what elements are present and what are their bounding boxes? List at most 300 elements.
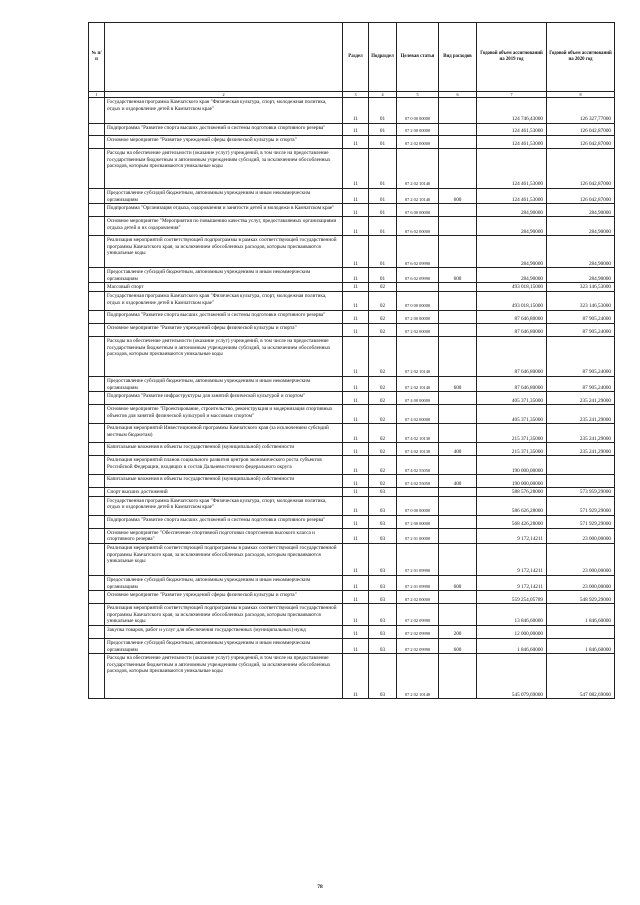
- row-podrazdel-cell: 02: [369, 323, 397, 336]
- row-podrazdel-cell: 03: [369, 604, 397, 626]
- row-name-cell: Государственная программа Камчатского края "Физическая культура, спорт, молодежная политика, отдых и оздоровление детей в Камчатском крае": [105, 496, 343, 515]
- column-number: 2: [105, 92, 343, 98]
- table-row: [89, 189, 615, 204]
- row-amount-2020-cell: 235 241,29000: [547, 424, 615, 443]
- header-amount-2020: Годовой объем ассигнований на 2020 год: [547, 23, 615, 92]
- header-amount-2019: Годовой объем ассигнований на 2019 год: [477, 23, 547, 92]
- table-row: [89, 443, 615, 456]
- row-target-article-cell: 07 4 02 00000: [397, 405, 439, 424]
- row-target-article-cell: 07 2 02 00000: [397, 323, 439, 336]
- row-expense-type-cell: 600: [439, 638, 477, 653]
- row-number-cell: [89, 283, 105, 292]
- row-amount-2019-cell: 190 000,00000: [477, 475, 547, 488]
- row-number-cell: [89, 475, 105, 488]
- table-body: [89, 98, 615, 699]
- row-number-cell: [89, 136, 105, 149]
- row-razdel-cell: 11: [343, 405, 369, 424]
- row-podrazdel-cell: 03: [369, 515, 397, 528]
- row-razdel-cell: 11: [343, 456, 369, 475]
- row-amount-2020-cell: 87 905,24000: [547, 376, 615, 391]
- row-razdel-cell: 11: [343, 336, 369, 376]
- row-razdel-cell: 11: [343, 654, 369, 699]
- row-name-cell: Основное мероприятие "Развитие учреждений сферы физической культуры и спорта": [105, 591, 343, 604]
- budget-table: [88, 22, 615, 699]
- row-expense-type-cell: [439, 424, 477, 443]
- row-amount-2019-cell: 124 461,53000: [477, 189, 547, 204]
- table-row: [89, 268, 615, 283]
- row-number-cell: [89, 204, 105, 217]
- row-amount-2020-cell: 571 929,29000: [547, 496, 615, 515]
- row-podrazdel-cell: 01: [369, 124, 397, 136]
- table-row: [89, 604, 615, 626]
- table-row: [89, 323, 615, 336]
- row-podrazdel-cell: 02: [369, 456, 397, 475]
- row-podrazdel-cell: 01: [369, 268, 397, 283]
- row-amount-2019-cell: 124 461,53000: [477, 124, 547, 136]
- row-amount-2019-cell: 1 846,60000: [477, 638, 547, 653]
- header-podrazdel: Подраздел: [369, 23, 397, 92]
- row-amount-2020-cell: 87 905,24000: [547, 323, 615, 336]
- row-amount-2019-cell: 588 576,28000: [477, 488, 547, 497]
- row-expense-type-cell: 400: [439, 475, 477, 488]
- row-expense-type-cell: [439, 136, 477, 149]
- row-target-article-cell: 07 2 01 09990: [397, 543, 439, 575]
- column-number: 7: [477, 92, 547, 98]
- row-expense-type-cell: [439, 283, 477, 292]
- row-target-article-cell: 07 2 01 09990: [397, 575, 439, 590]
- column-number: 3: [343, 92, 369, 98]
- row-podrazdel-cell: 02: [369, 443, 397, 456]
- row-target-article-cell: 07 2 02 09990: [397, 604, 439, 626]
- row-amount-2019-cell: 284,90000: [477, 204, 547, 217]
- row-amount-2019-cell: 190 000,00000: [477, 456, 547, 475]
- page-number: 78: [317, 884, 323, 890]
- row-name-cell: Предоставление субсидий бюджетным, автономным учреждениям и иным некоммерческим организациям: [105, 638, 343, 653]
- row-amount-2019-cell: 9 172,14211: [477, 575, 547, 590]
- row-expense-type-cell: 600: [439, 189, 477, 204]
- row-razdel-cell: 11: [343, 291, 369, 310]
- row-expense-type-cell: [439, 124, 477, 136]
- row-podrazdel-cell: 03: [369, 575, 397, 590]
- table-row: [89, 217, 615, 236]
- row-number-cell: [89, 604, 105, 626]
- row-name-cell: Подпрограмма "Организация отдыха, оздоровления и занятости детей и молодежи в Камчатском крае": [105, 204, 343, 217]
- row-razdel-cell: 11: [343, 376, 369, 391]
- row-target-article-cell: [397, 283, 439, 292]
- row-expense-type-cell: [439, 405, 477, 424]
- table-row: [89, 405, 615, 424]
- row-amount-2020-cell: 323 146,53000: [547, 283, 615, 292]
- row-number-cell: [89, 424, 105, 443]
- row-amount-2020-cell: 284,90000: [547, 217, 615, 236]
- row-amount-2020-cell: 235 241,29000: [547, 392, 615, 405]
- row-razdel-cell: 11: [343, 310, 369, 323]
- row-target-article-cell: 07 4 02 55050: [397, 456, 439, 475]
- row-razdel-cell: 11: [343, 392, 369, 405]
- row-name-cell: Предоставление субсидий бюджетным, автономным учреждениям и иным некоммерческим организациям: [105, 575, 343, 590]
- row-name-cell: Расходы на обеспечение деятельности (оказание услуг) учреждений, в том числе на предоставление государственным бюджетным и автономным учреждениям субсидий, за исключением обособленных расходов, которым присваиваются уникальные коды: [105, 336, 343, 376]
- table-row: [89, 638, 615, 653]
- row-name-cell: Основное мероприятие "Обеспечение спортивной подготовки спортсменов высокого класса и спортивного резерва": [105, 528, 343, 543]
- row-amount-2019-cell: 284,90000: [477, 268, 547, 283]
- row-razdel-cell: 11: [343, 268, 369, 283]
- row-razdel-cell: 11: [343, 591, 369, 604]
- row-expense-type-cell: [439, 528, 477, 543]
- row-number-cell: [89, 392, 105, 405]
- row-amount-2019-cell: 9 172,14211: [477, 528, 547, 543]
- table-row: [89, 392, 615, 405]
- row-target-article-cell: 07 2 01 00000: [397, 528, 439, 543]
- row-name-cell: Капитальные вложения в объекты государственной (муниципальной) собственности: [105, 475, 343, 488]
- table-row: [89, 236, 615, 268]
- row-amount-2020-cell: 23 000,00000: [547, 528, 615, 543]
- row-name-cell: Государственная программа Камчатского края "Физическая культура, спорт, молодежная политика, отдых и оздоровление детей в Камчатском крае": [105, 291, 343, 310]
- row-name-cell: Основное мероприятие "Развитие учреждений сферы физической культуры и спорта": [105, 136, 343, 149]
- row-amount-2019-cell: 405 371,35000: [477, 405, 547, 424]
- row-expense-type-cell: 600: [439, 376, 477, 391]
- row-number-cell: [89, 291, 105, 310]
- row-amount-2019-cell: 124 746,43000: [477, 98, 547, 124]
- row-expense-type-cell: [439, 310, 477, 323]
- row-name-cell: Подпрограмма "Развитие инфраструктуры для занятий физической культурой и спортом": [105, 392, 343, 405]
- row-amount-2020-cell: 235 241,29000: [547, 405, 615, 424]
- row-number-cell: [89, 310, 105, 323]
- row-number-cell: [89, 515, 105, 528]
- row-name-cell: Массовый спорт: [105, 283, 343, 292]
- row-razdel-cell: 11: [343, 98, 369, 124]
- row-target-article-cell: 07 4 02 55050: [397, 475, 439, 488]
- row-amount-2020-cell: 1 846,60000: [547, 604, 615, 626]
- row-name-cell: Реализация мероприятий Инвестиционной программы Камчатского края (за исключением субсидий местным бюджетам): [105, 424, 343, 443]
- header-target-article: Целевая статья: [397, 23, 439, 92]
- row-amount-2019-cell: 586 626,28000: [477, 496, 547, 515]
- row-podrazdel-cell: 01: [369, 149, 397, 189]
- row-number-cell: [89, 268, 105, 283]
- row-expense-type-cell: [439, 336, 477, 376]
- row-number-cell: [89, 336, 105, 376]
- row-podrazdel-cell: 03: [369, 528, 397, 543]
- table-row: [89, 376, 615, 391]
- row-amount-2019-cell: 9 172,14211: [477, 543, 547, 575]
- row-razdel-cell: 11: [343, 204, 369, 217]
- row-razdel-cell: 11: [343, 515, 369, 528]
- row-expense-type-cell: 400: [439, 443, 477, 456]
- row-podrazdel-cell: 01: [369, 189, 397, 204]
- row-podrazdel-cell: 02: [369, 283, 397, 292]
- row-expense-type-cell: [439, 149, 477, 189]
- row-amount-2020-cell: 323 146,53000: [547, 291, 615, 310]
- row-target-article-cell: 07 2 02 10140: [397, 189, 439, 204]
- row-target-article-cell: 07 4 02 10130: [397, 443, 439, 456]
- row-expense-type-cell: [439, 291, 477, 310]
- row-razdel-cell: 11: [343, 283, 369, 292]
- row-target-article-cell: 07 2 02 00000: [397, 591, 439, 604]
- row-target-article-cell: 07 6 02 00000: [397, 217, 439, 236]
- row-name-cell: Подпрограмма "Развитие спорта высших достижений и системы подготовки спортивного резерва": [105, 124, 343, 136]
- table-row: [89, 575, 615, 590]
- row-amount-2019-cell: 493 018,15000: [477, 283, 547, 292]
- table-row: [89, 124, 615, 136]
- row-target-article-cell: 07 4 00 00000: [397, 392, 439, 405]
- row-podrazdel-cell: 02: [369, 392, 397, 405]
- row-target-article-cell: 07 6 02 09990: [397, 268, 439, 283]
- row-name-cell: Расходы на обеспечение деятельности (оказание услуг) учреждений, в том числе на предоставление государственным бюджетным и автономным учреждениям субсидий, за исключением обособленных расходов, которым присваиваются уникальные коды: [105, 654, 343, 699]
- row-amount-2020-cell: 126 327,77000: [547, 98, 615, 124]
- row-number-cell: [89, 654, 105, 699]
- row-name-cell: Подпрограмма "Развитие спорта высших достижений и системы подготовки спортивного резерва": [105, 515, 343, 528]
- row-amount-2019-cell: 215 371,35000: [477, 443, 547, 456]
- row-razdel-cell: 11: [343, 488, 369, 497]
- row-expense-type-cell: [439, 217, 477, 236]
- row-expense-type-cell: [439, 591, 477, 604]
- row-razdel-cell: 11: [343, 149, 369, 189]
- row-razdel-cell: 11: [343, 236, 369, 268]
- row-amount-2020-cell: 284,90000: [547, 268, 615, 283]
- row-expense-type-cell: [439, 323, 477, 336]
- row-name-cell: Реализация мероприятий планов социального развития центров экономического роста субъектов Российской Федерации, входящих в состав Дальневосточного федерального округа: [105, 456, 343, 475]
- table-row: [89, 283, 615, 292]
- row-amount-2020-cell: 284,90000: [547, 204, 615, 217]
- row-name-cell: Закупка товаров, работ и услуг для обеспечения государственных (муниципальных) нужд: [105, 625, 343, 638]
- row-number-cell: [89, 638, 105, 653]
- row-podrazdel-cell: 01: [369, 136, 397, 149]
- row-expense-type-cell: [439, 496, 477, 515]
- row-number-cell: [89, 456, 105, 475]
- row-amount-2019-cell: 12 000,00000: [477, 625, 547, 638]
- row-podrazdel-cell: 02: [369, 291, 397, 310]
- row-razdel-cell: 11: [343, 136, 369, 149]
- row-podrazdel-cell: 02: [369, 310, 397, 323]
- row-podrazdel-cell: 03: [369, 654, 397, 699]
- row-name-cell: Основное мероприятие "Развитие учреждений сферы физической культуры и спорта": [105, 323, 343, 336]
- table-row: [89, 336, 615, 376]
- row-number-cell: [89, 405, 105, 424]
- row-target-article-cell: 07 2 02 09990: [397, 638, 439, 653]
- row-target-article-cell: 07 2 00 00000: [397, 310, 439, 323]
- row-amount-2019-cell: 493 018,15000: [477, 291, 547, 310]
- row-razdel-cell: 11: [343, 475, 369, 488]
- row-amount-2020-cell: 1 846,60000: [547, 638, 615, 653]
- row-expense-type-cell: 200: [439, 625, 477, 638]
- row-podrazdel-cell: 03: [369, 591, 397, 604]
- row-razdel-cell: 11: [343, 543, 369, 575]
- table-row: [89, 149, 615, 189]
- row-expense-type-cell: [439, 515, 477, 528]
- column-number: 5: [397, 92, 439, 98]
- row-amount-2020-cell: [547, 625, 615, 638]
- row-razdel-cell: 11: [343, 424, 369, 443]
- table-row: [89, 456, 615, 475]
- row-amount-2020-cell: 126 042,87000: [547, 149, 615, 189]
- header-name: [105, 23, 343, 92]
- row-name-cell: Основное мероприятие "Проектирование, строительство, реконструкция и модернизация спортивных объектов для занятий физической культурой и массовым спортом": [105, 405, 343, 424]
- row-expense-type-cell: 600: [439, 575, 477, 590]
- row-podrazdel-cell: 01: [369, 204, 397, 217]
- row-name-cell: Государственная программа Камчатского края "Физическая культура, спорт, молодежная политика, отдых и оздоровление детей в Камчатском крае": [105, 98, 343, 124]
- row-target-article-cell: 07 0 00 00000: [397, 496, 439, 515]
- row-amount-2020-cell: 573 959,29000: [547, 488, 615, 497]
- row-amount-2019-cell: 568 426,28000: [477, 515, 547, 528]
- row-razdel-cell: 11: [343, 604, 369, 626]
- row-amount-2020-cell: [547, 456, 615, 475]
- table-row: [89, 528, 615, 543]
- table-row: [89, 515, 615, 528]
- row-amount-2019-cell: 215 371,35000: [477, 424, 547, 443]
- table-row: [89, 496, 615, 515]
- row-number-cell: [89, 189, 105, 204]
- row-amount-2020-cell: 126 042,87000: [547, 124, 615, 136]
- row-name-cell: Реализация мероприятий соответствующей подпрограммы в рамках соответствующей государственной программы Камчатского края, за исключением обособленных расходов, которым присваиваются уникальные коды: [105, 236, 343, 268]
- row-amount-2019-cell: 284,90000: [477, 217, 547, 236]
- table-row: [89, 136, 615, 149]
- table-row: [89, 424, 615, 443]
- row-name-cell: Капитальные вложения в объекты государственной (муниципальной) собственности: [105, 443, 343, 456]
- table-row: [89, 310, 615, 323]
- header-razdel: Раздел: [343, 23, 369, 92]
- table-row: [89, 204, 615, 217]
- row-amount-2020-cell: 547 082,69000: [547, 654, 615, 699]
- column-number: 6: [439, 92, 477, 98]
- row-amount-2019-cell: 545 079,69000: [477, 654, 547, 699]
- row-name-cell: Предоставление субсидий бюджетным, автономным учреждениям и иным некоммерческим организациям: [105, 376, 343, 391]
- row-number-cell: [89, 443, 105, 456]
- row-name-cell: Подпрограмма "Развитие спорта высших достижений и системы подготовки спортивного резерва": [105, 310, 343, 323]
- row-razdel-cell: 11: [343, 189, 369, 204]
- row-amount-2019-cell: 87 646,80000: [477, 376, 547, 391]
- row-expense-type-cell: [439, 604, 477, 626]
- row-name-cell: Спорт высших достижений: [105, 488, 343, 497]
- row-number-cell: [89, 98, 105, 124]
- row-target-article-cell: 07 2 02 10140: [397, 149, 439, 189]
- header-row: [89, 23, 615, 92]
- row-amount-2019-cell: 124 461,53000: [477, 149, 547, 189]
- row-amount-2020-cell: 284,90000: [547, 236, 615, 268]
- row-podrazdel-cell: 02: [369, 424, 397, 443]
- row-number-cell: [89, 528, 105, 543]
- row-target-article-cell: 07 2 02 00000: [397, 136, 439, 149]
- row-target-article-cell: 07 2 00 00000: [397, 515, 439, 528]
- row-amount-2019-cell: 87 646,80000: [477, 336, 547, 376]
- column-number: 1: [89, 92, 105, 98]
- row-razdel-cell: 11: [343, 124, 369, 136]
- row-amount-2020-cell: 23 000,00000: [547, 575, 615, 590]
- row-target-article-cell: 07 0 00 00000: [397, 291, 439, 310]
- row-podrazdel-cell: 02: [369, 405, 397, 424]
- row-podrazdel-cell: 01: [369, 236, 397, 268]
- row-expense-type-cell: [439, 392, 477, 405]
- row-number-cell: [89, 217, 105, 236]
- row-razdel-cell: 11: [343, 638, 369, 653]
- row-expense-type-cell: [439, 98, 477, 124]
- row-razdel-cell: 11: [343, 625, 369, 638]
- row-podrazdel-cell: 03: [369, 496, 397, 515]
- row-amount-2019-cell: 559 254,05789: [477, 591, 547, 604]
- row-podrazdel-cell: 03: [369, 625, 397, 638]
- row-podrazdel-cell: 03: [369, 488, 397, 497]
- row-amount-2019-cell: 13 846,60000: [477, 604, 547, 626]
- row-number-cell: [89, 496, 105, 515]
- row-podrazdel-cell: 03: [369, 543, 397, 575]
- row-number-cell: [89, 323, 105, 336]
- row-expense-type-cell: [439, 543, 477, 575]
- row-razdel-cell: 11: [343, 217, 369, 236]
- row-name-cell: Предоставление субсидий бюджетным, автономным учреждениям и иным некоммерческим организациям: [105, 189, 343, 204]
- row-name-cell: Расходы на обеспечение деятельности (оказание услуг) учреждений, в том числе на предоставление государственным бюджетным и автономным учреждениям субсидий, за исключением обособленных расходов, которым присваиваются уникальные коды: [105, 149, 343, 189]
- row-expense-type-cell: [439, 456, 477, 475]
- row-target-article-cell: 07 2 00 00000: [397, 124, 439, 136]
- table-row: [89, 475, 615, 488]
- table-row: [89, 625, 615, 638]
- header-num: № п/п: [89, 23, 105, 92]
- row-number-cell: [89, 543, 105, 575]
- row-number-cell: [89, 124, 105, 136]
- row-number-cell: [89, 236, 105, 268]
- row-amount-2019-cell: 87 646,80000: [477, 323, 547, 336]
- row-amount-2020-cell: 23 000,00000: [547, 543, 615, 575]
- header-expense-type: Вид расходов: [439, 23, 477, 92]
- row-name-cell: Основное мероприятие "Мероприятия по повышению качества услуг, предоставляемых организациями отдыха детей и их оздоровления": [105, 217, 343, 236]
- table-row: [89, 591, 615, 604]
- row-amount-2020-cell: 548 929,29000: [547, 591, 615, 604]
- row-podrazdel-cell: 02: [369, 376, 397, 391]
- row-amount-2020-cell: 235 241,29000: [547, 443, 615, 456]
- row-name-cell: Реализация мероприятий соответствующей подпрограммы в рамках соответствующей государственной программы Камчатского края, за исключением обособленных расходов, которым присваиваются уникальные коды: [105, 543, 343, 575]
- column-number: 4: [369, 92, 397, 98]
- row-podrazdel-cell: 02: [369, 475, 397, 488]
- table-row: [89, 98, 615, 124]
- row-razdel-cell: 11: [343, 443, 369, 456]
- row-target-article-cell: 07 2 02 10140: [397, 376, 439, 391]
- row-expense-type-cell: 600: [439, 268, 477, 283]
- row-expense-type-cell: [439, 488, 477, 497]
- table-row: [89, 488, 615, 497]
- row-number-cell: [89, 488, 105, 497]
- row-razdel-cell: 11: [343, 323, 369, 336]
- row-expense-type-cell: [439, 654, 477, 699]
- row-amount-2019-cell: 87 646,80000: [477, 310, 547, 323]
- row-number-cell: [89, 376, 105, 391]
- row-number-cell: [89, 591, 105, 604]
- row-podrazdel-cell: 03: [369, 638, 397, 653]
- column-number: 8: [547, 92, 615, 98]
- row-amount-2020-cell: [547, 475, 615, 488]
- row-razdel-cell: 11: [343, 496, 369, 515]
- row-target-article-cell: 07 6 00 00000: [397, 204, 439, 217]
- budget-table-page: [88, 22, 614, 699]
- row-name-cell: Реализация мероприятий соответствующей подпрограммы в рамках соответствующей государственной программы Камчатского края, за исключением обособленных расходов, которым присваиваются уникальные коды: [105, 604, 343, 626]
- row-amount-2020-cell: 126 042,87000: [547, 189, 615, 204]
- table-row: [89, 654, 615, 699]
- row-podrazdel-cell: 02: [369, 336, 397, 376]
- row-target-article-cell: 07 0 00 00000: [397, 98, 439, 124]
- table-row: [89, 543, 615, 575]
- row-target-article-cell: [397, 488, 439, 497]
- row-amount-2019-cell: 405 371,35000: [477, 392, 547, 405]
- row-amount-2020-cell: 571 929,29000: [547, 515, 615, 528]
- row-number-cell: [89, 625, 105, 638]
- row-target-article-cell: 07 6 02 09990: [397, 236, 439, 268]
- row-target-article-cell: 07 4 02 10130: [397, 424, 439, 443]
- row-amount-2020-cell: 87 905,24000: [547, 336, 615, 376]
- row-amount-2019-cell: 284,90000: [477, 236, 547, 268]
- row-podrazdel-cell: 01: [369, 217, 397, 236]
- row-expense-type-cell: [439, 236, 477, 268]
- row-podrazdel-cell: 01: [369, 98, 397, 124]
- row-name-cell: Предоставление субсидий бюджетным, автономным учреждениям и иным некоммерческим организациям: [105, 268, 343, 283]
- row-target-article-cell: 07 2 02 09990: [397, 625, 439, 638]
- row-razdel-cell: 11: [343, 528, 369, 543]
- row-amount-2019-cell: 124 461,53000: [477, 136, 547, 149]
